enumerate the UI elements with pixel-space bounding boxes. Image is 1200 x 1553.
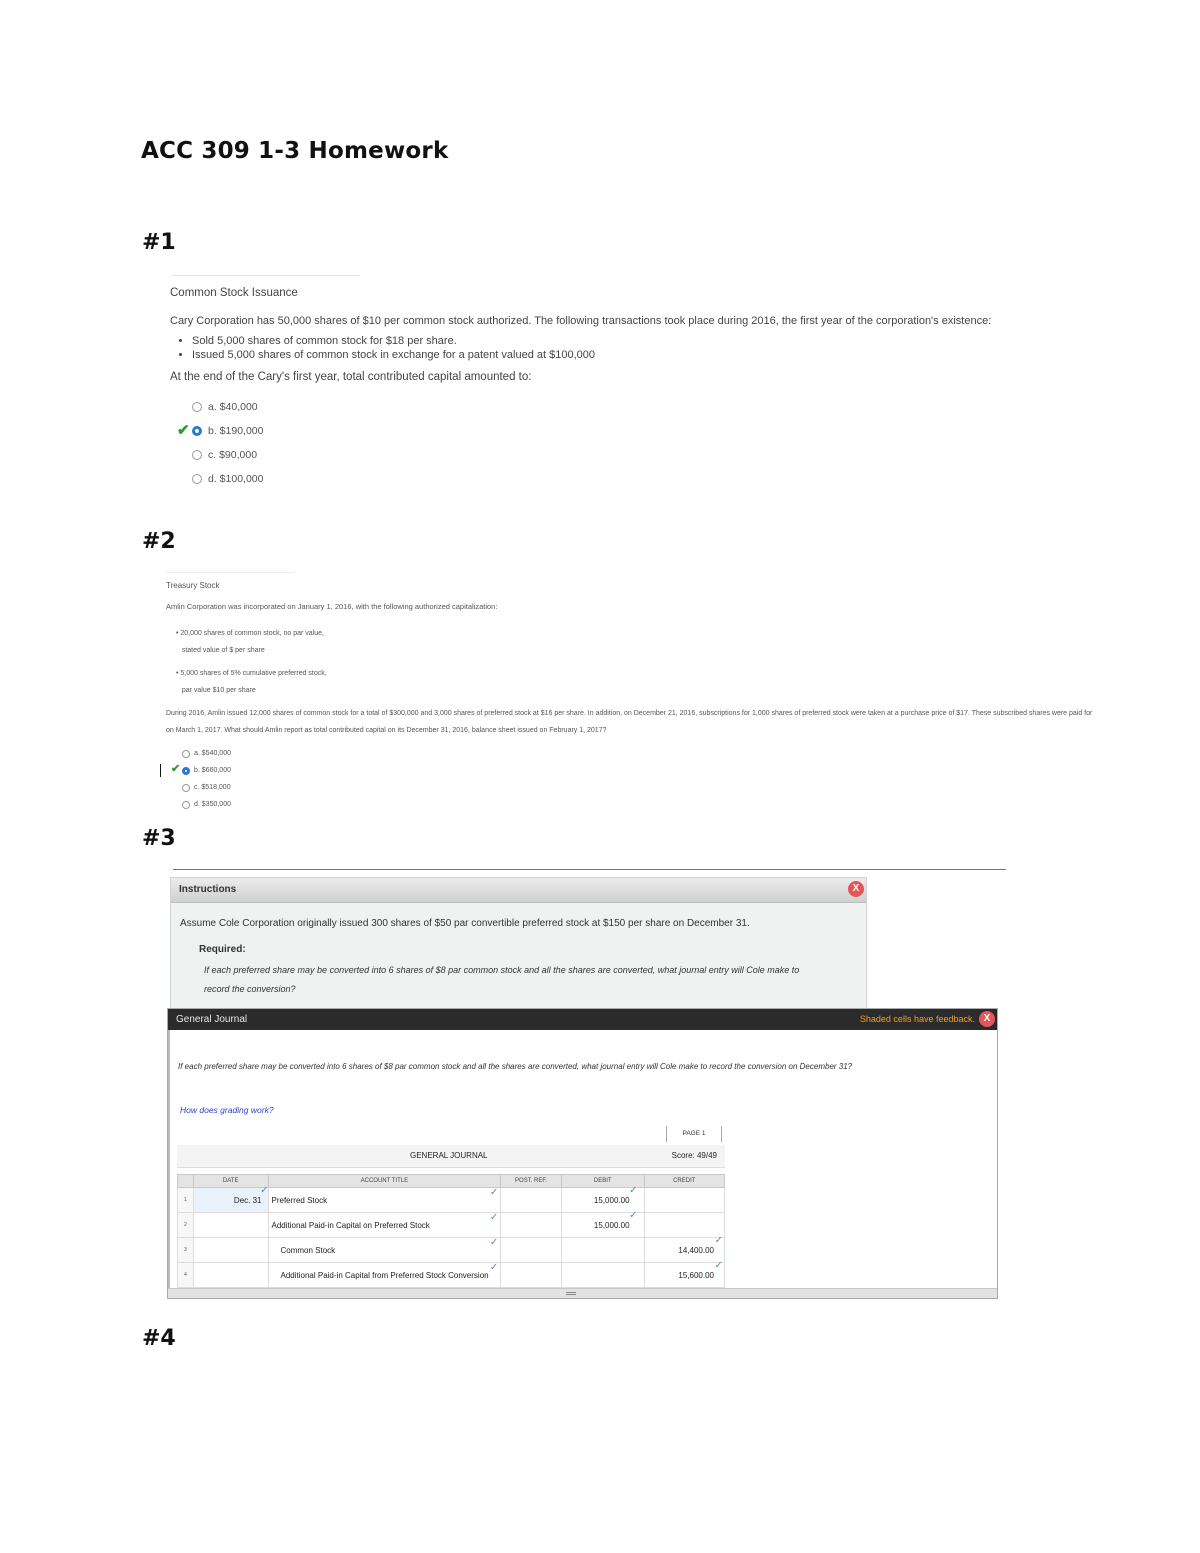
- date-cell[interactable]: [193, 1263, 268, 1288]
- row-number: 3: [178, 1238, 194, 1263]
- option-b[interactable]: [177, 419, 1110, 443]
- question-2: [166, 572, 1126, 813]
- credit-cell[interactable]: [644, 1213, 724, 1238]
- question-2-options: [171, 745, 1126, 813]
- debit-cell[interactable]: [561, 1263, 644, 1288]
- check-icon: ✓: [714, 1235, 723, 1246]
- check-icon: ✓: [260, 1185, 269, 1196]
- row-number: 1: [178, 1188, 194, 1213]
- option-c-label: c. $518,000: [194, 784, 231, 791]
- radio-a[interactable]: [192, 402, 202, 412]
- date-cell[interactable]: [193, 1238, 268, 1263]
- option-d-label: d. $350,000: [194, 801, 231, 808]
- credit-cell[interactable]: [644, 1188, 724, 1213]
- grading-link[interactable]: How does grading work?: [180, 1105, 274, 1115]
- journal-header: [177, 1145, 725, 1168]
- feedback-label: Shaded cells have feedback.: [859, 1014, 975, 1024]
- radio-c[interactable]: [182, 784, 190, 792]
- question-1-number: #1: [142, 230, 176, 255]
- account-cell[interactable]: Additional Paid-in Capital from Preferred Stock Conversion ✓: [268, 1263, 501, 1288]
- debit-cell[interactable]: 15,000.00 ✓: [561, 1213, 644, 1238]
- option-a-label: a. $540,000: [194, 750, 231, 757]
- close-icon[interactable]: X: [979, 1011, 995, 1027]
- score: Score: 49/49: [671, 1151, 717, 1160]
- column-header-date: DATE: [193, 1175, 268, 1188]
- list-item: • Sold 5,000 shares of common stock for $18 per share.: [192, 335, 1110, 347]
- horizontal-scrollbar[interactable]: [168, 1288, 997, 1298]
- general-journal: [177, 1145, 725, 1288]
- date-cell[interactable]: [193, 1213, 268, 1238]
- debit-cell[interactable]: 15,000.00 ✓: [561, 1188, 644, 1213]
- check-icon: ✓: [489, 1237, 499, 1248]
- question-1-options: [177, 395, 1110, 491]
- option-c[interactable]: [182, 779, 1126, 796]
- question-2-topic: Treasury Stock: [166, 581, 220, 590]
- question-2-stem: Amlin Corporation was incorporated on January 1, 2016, with the following authorized capitalization:: [166, 602, 498, 611]
- check-icon: ✓: [629, 1210, 638, 1221]
- journal-title-bar: [168, 1009, 997, 1030]
- account-cell[interactable]: Preferred Stock ✓: [268, 1188, 501, 1213]
- close-icon[interactable]: X: [848, 881, 864, 897]
- radio-c[interactable]: [192, 450, 202, 460]
- credit-cell[interactable]: 15,600.00 ✓: [644, 1263, 724, 1288]
- option-a-label: a. $40,000: [208, 401, 258, 413]
- account-cell[interactable]: Common Stock ✓: [268, 1238, 501, 1263]
- column-header-post-ref: POST. REF.: [501, 1175, 562, 1188]
- option-a[interactable]: [182, 745, 1126, 762]
- account-cell[interactable]: Additional Paid-in Capital on Preferred Stock ✓: [268, 1213, 501, 1238]
- correct-check-icon: ✔: [177, 422, 190, 439]
- correct-check-icon: ✔: [171, 763, 181, 775]
- question-1-ask: At the end of the Cary's first year, total contributed capital amounted to:: [170, 371, 532, 383]
- divider: [172, 275, 360, 276]
- option-c-label: c. $90,000: [208, 449, 258, 461]
- table-row: [178, 1263, 725, 1288]
- required-label: Required:: [199, 944, 246, 955]
- general-journal-panel: [167, 1008, 998, 1299]
- question-1-stem: Cary Corporation has 50,000 shares of $10 per common stock authorized. The following transactions took place during 2016, the first year of the corporation's existence:: [170, 315, 992, 327]
- option-d[interactable]: [192, 467, 1110, 491]
- credit-cell[interactable]: 14,400.00 ✓: [644, 1238, 724, 1263]
- check-icon: ✓: [489, 1262, 499, 1273]
- column-header: [178, 1175, 194, 1188]
- radio-b[interactable]: [192, 426, 202, 436]
- panel-edge: [168, 1030, 170, 1288]
- radio-a[interactable]: [182, 750, 190, 758]
- column-header-debit: DEBIT: [561, 1175, 644, 1188]
- question-4-number: #4: [142, 1326, 176, 1351]
- table-row: [178, 1188, 725, 1213]
- row-number: 2: [178, 1213, 194, 1238]
- instructions-panel: [170, 877, 867, 1009]
- question-1-bullets: [170, 335, 1110, 361]
- list-item: • 20,000 shares of common stock, no par value, stated value of $ per share: [176, 630, 324, 654]
- option-d[interactable]: [182, 796, 1126, 813]
- check-icon: ✓: [629, 1185, 638, 1196]
- post-ref-cell[interactable]: [501, 1188, 562, 1213]
- column-header-account: ACCOUNT TITLE: [268, 1175, 501, 1188]
- scroll-grip-icon[interactable]: [566, 1292, 576, 1295]
- table-row: [178, 1213, 725, 1238]
- option-b-label: b. $190,000: [208, 425, 264, 437]
- question-2-paragraph: During 2016, Amlin issued 12,000 shares of common stock for a total of $300,000 and 3,000 shares of preferred stock at $16 per share. In addition, on December 21, 2016, subscriptions for 1,000 shares of preferred stock were taken at a purchase price of $17. These subscribed shares were paid for on March 1, 2017. What should Amlin report as total contributed capital on its December 31, 2016, balance sheet issued on February 1, 2017?: [166, 710, 1093, 734]
- text-cursor: [160, 764, 161, 777]
- post-ref-cell[interactable]: [501, 1238, 562, 1263]
- radio-d[interactable]: [182, 801, 190, 809]
- question-1-topic: Common Stock Issuance: [170, 287, 298, 299]
- instructions-title: Instructions: [171, 878, 866, 903]
- divider: [173, 869, 1006, 870]
- list-item: • 5,000 shares of 5% cumulative preferred stock, par value $10 per share: [176, 670, 327, 694]
- option-d-label: d. $100,000: [208, 473, 264, 485]
- row-number: 4: [178, 1263, 194, 1288]
- question-1: [170, 275, 1110, 491]
- date-cell[interactable]: Dec. 31 ✓: [193, 1188, 268, 1213]
- option-c[interactable]: [192, 443, 1110, 467]
- radio-d[interactable]: [192, 474, 202, 484]
- list-item: • Issued 5,000 shares of common stock in exchange for a patent valued at $100,000: [192, 349, 1110, 361]
- journal-title: General Journal: [176, 1014, 248, 1025]
- question-2-number: #2: [142, 529, 176, 554]
- required-text: If each preferred share may be converted into 6 shares of $8 par common stock and all the shares are converted, what journal entry will Cole make to record the conversion?: [204, 965, 800, 994]
- divider: [166, 572, 294, 573]
- table-row: [178, 1238, 725, 1263]
- journal-heading: GENERAL JOURNAL: [410, 1151, 488, 1160]
- question-2-bullets: [166, 625, 1126, 699]
- column-header-credit: CREDIT: [644, 1175, 724, 1188]
- document-title: ACC 309 1-3 Homework: [141, 138, 449, 164]
- option-b-label: b. $660,000: [194, 767, 231, 774]
- post-ref-cell[interactable]: [501, 1213, 562, 1238]
- page-label: PAGE 1: [666, 1126, 722, 1142]
- option-b[interactable]: [171, 762, 1126, 779]
- post-ref-cell[interactable]: [501, 1263, 562, 1288]
- debit-cell[interactable]: [561, 1238, 644, 1263]
- check-icon: ✓: [489, 1187, 499, 1198]
- check-icon: ✓: [714, 1260, 723, 1271]
- journal-table: [177, 1174, 725, 1288]
- option-a[interactable]: [192, 395, 1110, 419]
- question-3-number: #3: [142, 826, 176, 851]
- instructions-text: Assume Cole Corporation originally issued 300 shares of $50 par convertible preferred stock at $150 per share on December 31.: [180, 918, 750, 929]
- radio-b[interactable]: [182, 767, 190, 775]
- check-icon: ✓: [489, 1212, 499, 1223]
- journal-question: If each preferred share may be converted into 6 shares of $8 par common stock and all the shares are converted, what journal entry will Cole make to record the conversion on December 31?: [178, 1062, 853, 1071]
